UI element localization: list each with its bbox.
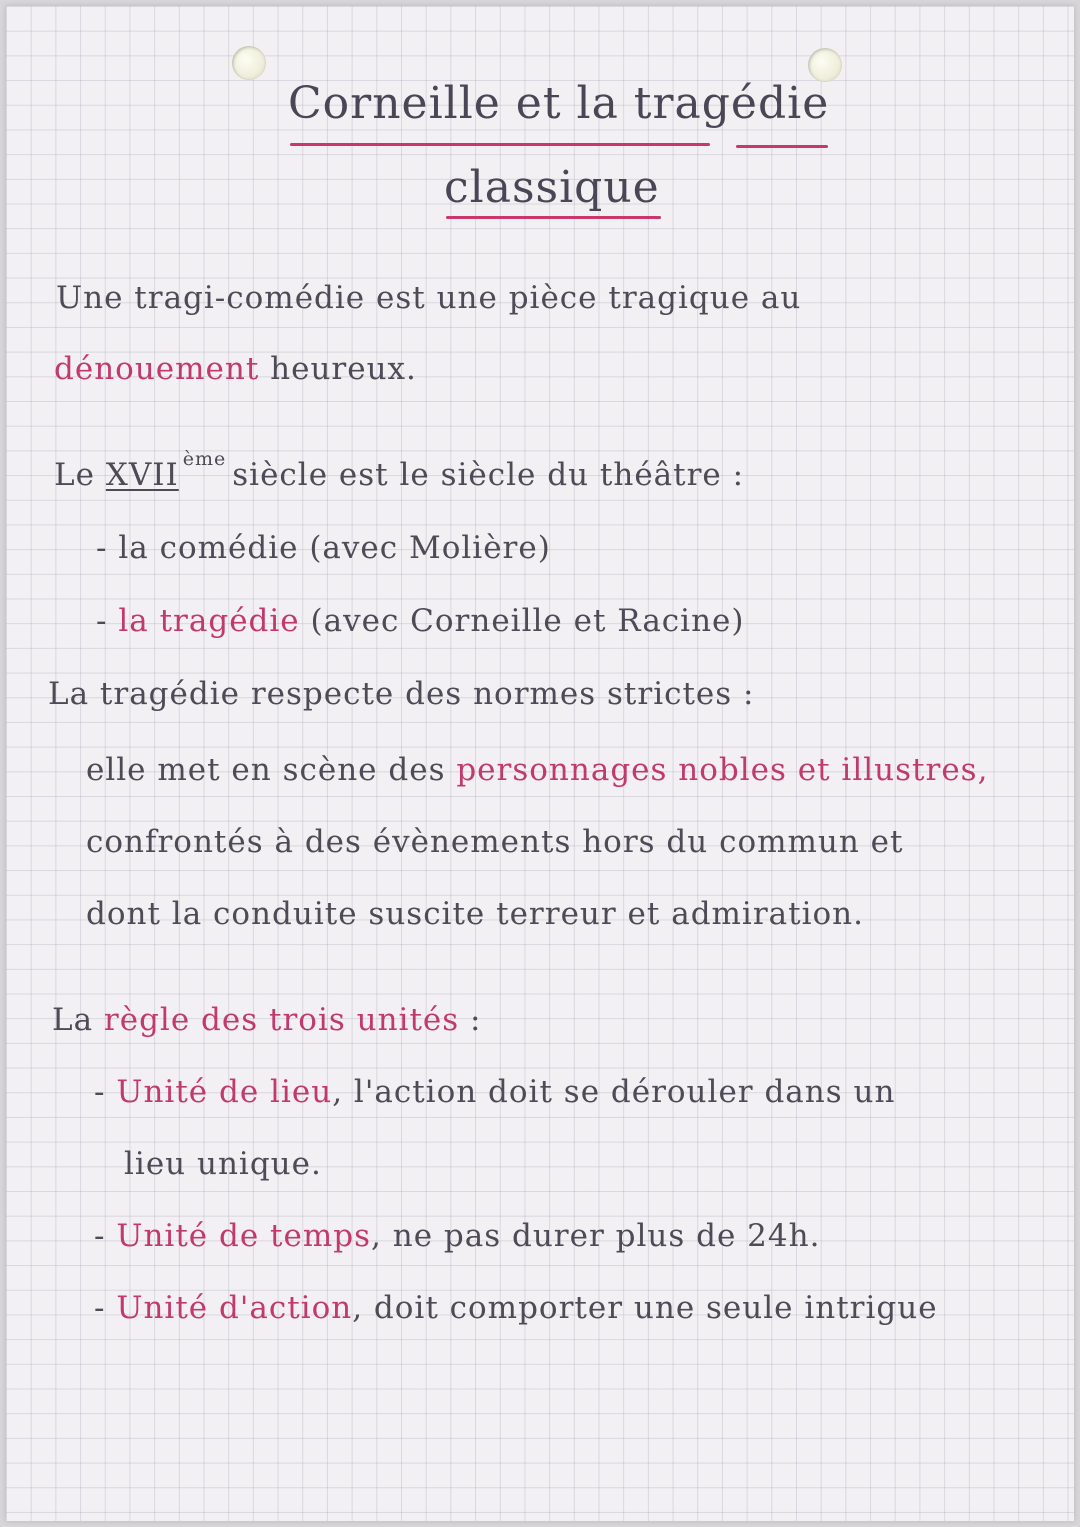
unite-lieu [94, 1074, 895, 1110]
siecle-roman: XVII [105, 457, 179, 493]
binder-hole-left [232, 46, 266, 80]
siecle-sup: ème [182, 448, 227, 470]
list-dash: - [96, 603, 119, 639]
siecle-line [54, 448, 744, 493]
siecle-item-comedie [96, 530, 551, 566]
tragedie-line1-start: elle met en scène des [86, 752, 457, 788]
title-underline-2 [736, 145, 828, 148]
page-title-line2: classique [444, 162, 660, 213]
definition-line1: Une tragi-comédie est une pièce tragique au [56, 280, 802, 316]
tragedie-intro: La tragédie respecte des normes strictes : [48, 676, 755, 712]
definition-end: heureux. [259, 351, 417, 387]
tragedie-line3: dont la conduite suscite terreur et admiration. [86, 896, 864, 932]
unite-action [94, 1290, 938, 1326]
unite-label: Unité d'action [116, 1290, 353, 1326]
regle-suffix: : [459, 1002, 482, 1038]
siecle-item-rest: (avec Molière) [298, 530, 551, 566]
siecle-prefix: Le [54, 457, 106, 493]
list-dash: - [94, 1074, 117, 1110]
unite-label: Unité de lieu [116, 1074, 333, 1110]
regle-heading [52, 1002, 481, 1038]
siecle-rest: siècle est le siècle du théâtre : [232, 457, 745, 493]
siecle-item-tragedie [96, 603, 745, 639]
definition-highlight: dénouement [54, 351, 260, 387]
tragedie-line2: confrontés à des évènements hors du commun et [86, 824, 904, 860]
unite-rest: , ne pas durer plus de 24h. [371, 1218, 821, 1254]
unite-rest: , doit comporter une seule intrigue [352, 1290, 938, 1326]
unite-temps [94, 1218, 820, 1254]
list-dash: - [94, 1290, 117, 1326]
tragedie-line1 [86, 752, 988, 788]
unite-rest: , l'action doit se dérouler dans un [332, 1074, 896, 1110]
siecle-item-label: la tragédie [118, 603, 300, 639]
regle-prefix: La [52, 1002, 104, 1038]
title-underline-1 [290, 143, 710, 146]
title-underline-3 [446, 216, 661, 219]
list-dash: - [96, 530, 119, 566]
binder-hole-right [808, 48, 842, 82]
unite-lieu-cont [124, 1146, 322, 1182]
regle-highlight: règle des trois unités [103, 1002, 460, 1038]
siecle-item-label: la comédie [118, 530, 299, 566]
unite-label: Unité de temps [116, 1218, 372, 1254]
list-dash: - [94, 1218, 117, 1254]
unite-rest: lieu unique. [124, 1146, 322, 1182]
definition-line2 [54, 351, 417, 387]
page-title-line1: Corneille et la tragédie [288, 78, 830, 129]
notebook-page [6, 6, 1074, 1521]
tragedie-highlight: personnages nobles et illustres, [456, 752, 989, 788]
siecle-item-rest: (avec Corneille et Racine) [299, 603, 745, 639]
